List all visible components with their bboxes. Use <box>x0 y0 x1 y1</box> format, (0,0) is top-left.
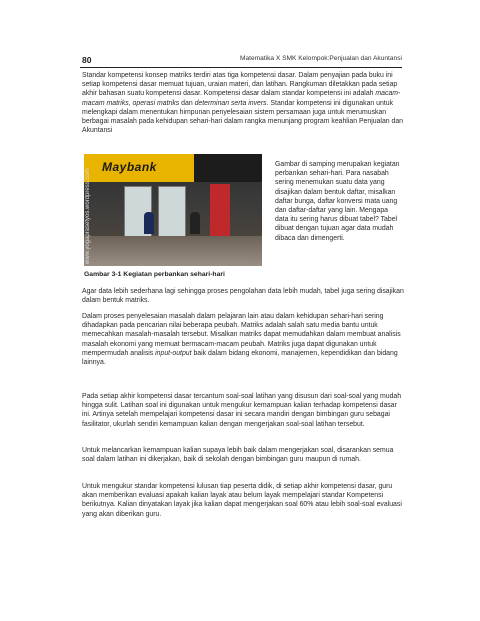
figure-side-text: Gambar di samping merupakan kegiatan perbankan sehari-hari. Para nasabah sering menemukan suatu data yang disajikan dalam bentuk daftar, misalkan daftar bunga, daftar konversi mata uang dan daftar-daftar yang lain. Mengapa data itu sering harus dibuat tabel? Tabel dibuat dengan tujuan agar data mudah dibaca dan dimengerti. <box>275 161 400 242</box>
paragraph-melancarkan: Untuk melancarkan kemampuan kalian supaya lebih baik dalam mengerjakan soal, disarankan semua soal dalam latihan ini dikerjakan, baik di sekolah dengan bimbingan guru maupun di rumah. <box>82 447 394 464</box>
paragraph-evaluasi: Untuk mengukur standar kompetensi lulusan tiap peserta didik, di setiap akhir kompetensi dasar, guru akan memberikan evaluasi apakah kalian layak atau belum layak mempelajari standar Kompetensi berikutnya. Kalian dinyatakan layak jika kalian dapat mengerjakan soal 60% atau lebih soal-soal evaluasi yang akan diberikan guru. <box>82 483 402 518</box>
bank-photo <box>84 154 262 266</box>
paragraph-latihan: Pada setiap akhir kompetensi dasar tercantum soal-soal latihan yang disusun dari soal-soal yang mudah hingga sulit. Latihan soal ini digunakan untuk mengukur kemampuan kalian terhadap kompetensi dasar ini. Artinya setelah mempelajari kompetensi dasar ini secara mandiri dengan bimbingan guru sebagai fasilitator, ukurlah sendiri kemampuan kalian dengan mengerjakan soal-soal latihan tersebut. <box>82 393 402 428</box>
page-number: 80 <box>82 55 92 65</box>
running-header-title: Matematika X SMK Kelompok:Penjualan dan Akuntansi <box>239 55 402 62</box>
paragraph-tabel-matriks: Agar data lebih sederhana lagi sehingga proses pengolahan data lebih mudah, tabel juga sering disajikan dalam bentuk matriks. <box>82 288 404 305</box>
bank-sign <box>84 154 194 182</box>
photo-watermark: www.yogaprasetyos.wordpress.com <box>85 168 91 264</box>
glass-door <box>158 186 186 240</box>
intro-paragraph: Standar kompetensi konsep matriks terdiri atas tiga kompetensi dasar. Dalam penyajian pada buku ini setiap kompetensi dasar memuat tujuan, uraian materi, dan latihan. Rangkuman diletakkan pada setiap akhir bahasan suatu kompetensi dasar. Kompetensi dasar dalam standar kompetensi ini adalah macam-macam matriks, operasi matriks dan determinan serta invers. Standar kompetensi ini digunakan untuk melengkapi dalam menentukan himpunan penyelesaian sistem persamaan juga untuk merumuskan berbagai masalah pada kehidupan sehari-hari dalam rangka menunjang program keahlian Penjualan dan Akuntansi <box>82 72 404 135</box>
floor <box>84 236 262 266</box>
red-wall-panel <box>210 184 230 240</box>
ceiling-dark <box>194 154 262 182</box>
paragraph-peubah: Dalam proses penyelesaian masalah dalam pelajaran lain atau dalam kehidupan sehari-hari sering dihadapkan pada pencarian nilai beberapa peubah. Matriks adalah salah satu media bantu untuk memecahkan masalah-masalah tersebut. Misalkan matriks dapat memudahkan dalam membuat analisis masalah ekonomi yang memuat bermacam-macam peubah. Matriks juga dapat digunakan untuk mempermudah analisis input-output baik dalam bidang ekonomi, manajemen, kependidikan dan bidang lainnya. <box>82 313 401 367</box>
customer-figure <box>190 212 200 234</box>
customer-figure <box>144 212 154 234</box>
figure-caption: Gambar 3-1 Kegiatan perbankan sehari-hari <box>84 271 225 278</box>
bank-sign-text: Maybank <box>102 160 157 174</box>
header-rule <box>80 67 402 68</box>
